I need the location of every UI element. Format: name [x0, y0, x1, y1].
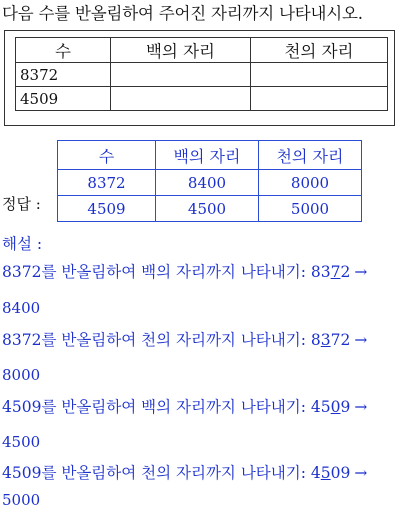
table-cell: [111, 87, 251, 111]
table-cell: 5000: [259, 196, 362, 222]
header-thousands: 천의 자리: [251, 38, 388, 63]
arrow-icon: →: [354, 464, 368, 482]
underlined-digit: 7: [330, 263, 341, 281]
table-row: [16, 87, 388, 111]
explanation-result: 5000: [2, 491, 41, 509]
explanation-result: 8400: [2, 299, 41, 317]
header-hundreds: 백의 자리: [156, 141, 259, 170]
underlined-digit: 5: [320, 464, 331, 482]
explanation-line: [2, 397, 400, 417]
header-number: 수: [58, 141, 156, 170]
explanation-line: [2, 463, 400, 483]
question-table-header-row: [16, 38, 388, 63]
header-thousands: 천의 자리: [259, 141, 362, 170]
number: 8372: [310, 331, 351, 349]
question-table: [15, 37, 388, 111]
table-cell: 4509: [58, 196, 156, 222]
table-cell: [251, 63, 388, 87]
explanation-title: 해설 :: [2, 235, 43, 253]
table-row: [16, 63, 388, 87]
table-cell: [251, 87, 388, 111]
table-cell: 8000: [259, 170, 362, 196]
question-text: 다음 수를 반올림하여 주어진 자리까지 나타내시오.: [2, 4, 363, 23]
table-cell: 8372: [58, 170, 156, 196]
table-cell: 8372: [16, 63, 111, 87]
table-cell: 4509: [16, 87, 111, 111]
header-hundreds: 백의 자리: [111, 38, 251, 63]
table-cell: [111, 63, 251, 87]
underlined-digit: 0: [330, 398, 341, 416]
table-cell: 4500: [156, 196, 259, 222]
number: 4509: [310, 398, 351, 416]
number: 8372: [310, 263, 351, 281]
answer-table: [57, 140, 362, 222]
explanation-line: [2, 330, 400, 350]
question-box: [4, 30, 395, 126]
arrow-icon: →: [354, 398, 368, 416]
number: 4509: [310, 464, 351, 482]
arrow-icon: →: [354, 331, 368, 349]
explanation-text: 8372를 반올림하여 천의 자리까지 나타내기:: [2, 331, 311, 349]
explanation-result: 8000: [2, 366, 41, 384]
table-cell: 8400: [156, 170, 259, 196]
explanation-line: [2, 262, 400, 282]
answer-table-header-row: [58, 141, 362, 170]
explanation-result: 4500: [2, 433, 41, 451]
table-row: [58, 196, 362, 222]
arrow-icon: →: [354, 263, 368, 281]
explanation-text: 8372를 반올림하여 백의 자리까지 나타내기:: [2, 263, 311, 281]
header-number: 수: [16, 38, 111, 63]
explanation-text: 4509를 반올림하여 백의 자리까지 나타내기:: [2, 398, 311, 416]
underlined-digit: 3: [320, 331, 331, 349]
table-row: [58, 170, 362, 196]
answer-label: 정답 :: [2, 195, 41, 213]
explanation-text: 4509를 반올림하여 천의 자리까지 나타내기:: [2, 464, 311, 482]
